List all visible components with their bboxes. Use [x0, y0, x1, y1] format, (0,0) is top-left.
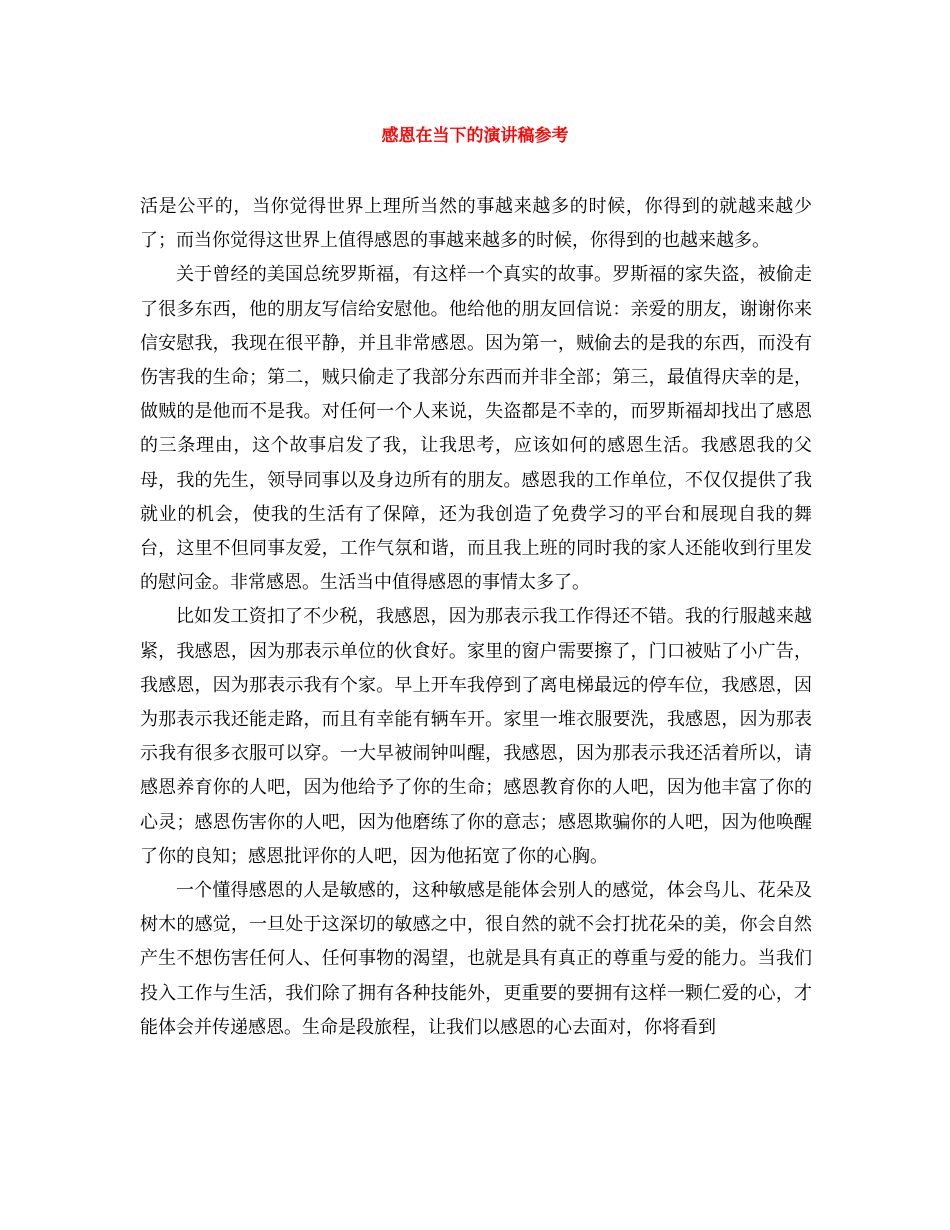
paragraph: 比如发工资扣了不少税，我感恩，因为那表示我工作得还不错。我的行服越来越紧，我感恩，因为那表示单位的伙食好。家里的窗户需要擦了，门口被贴了小广告，我感恩，因为那表示我有个家。早上开车我停到了离电梯最远的停车位，我感恩，因为那表示我还能走路，而且有幸能有辆车开。家里一堆衣服要洗，我感恩，因为那表示我有很多衣服可以穿。一大早被闹钟叫醒，我感恩，因为那表示我还活着所以，请感恩养育你的人吧，因为他给予了你的生命；感恩教育你的人吧，因为他丰富了你的心灵；感恩伤害你的人吧，因为他磨练了你的意志；感恩欺骗你的人吧，因为他唤醒了你的良知；感恩批评你的人吧，因为他拓宽了你的心胸。 — [140, 606, 812, 867]
document-title: 感恩在当下的演讲稿参考 — [381, 126, 569, 146]
paragraph: 一个懂得感恩的人是敏感的，这种敏感是能体会别人的感觉，体会鸟儿、花朵及树木的感觉，一旦处于这深切的敏感之中，很自然的就不会打扰花朵的美，你会自然产生不想伤害任何人、任何事物的渴望，也就是具有真正的尊重与爱的能力。当我们投入工作与生活，我们除了拥有各种技能外，更重要的要拥有这样一颗仁爱的心，才能体会并传递感恩。生命是段旅程，让我们以感恩的心去面对，你将看到 — [140, 880, 812, 1038]
paragraph: 关于曾经的美国总统罗斯福，有这样一个真实的故事。罗斯福的家失盗，被偷走了很多东西，他的朋友写信给安慰他。他给他的朋友回信说：亲爱的朋友，谢谢你来信安慰我，我现在很平静，并且非常感恩。因为第一，贼偷去的是我的东西，而没有伤害我的生命；第二，贼只偷走了我部分东西而并非全部；第三，最值得庆幸的是，做贼的是他而不是我。对任何一个人来说，失盗都是不幸的，而罗斯福却找出了感恩的三条理由，这个故事启发了我，让我思考，应该如何的感恩生活。我感恩我的父母，我的先生，领导同事以及身边所有的朋友。感恩我的工作单位，不仅仅提供了我就业的机会，使我的生活有了保障，还为我创造了免费学习的平台和展现自我的舞台，这里不但同事友爱，工作气氛和谐，而且我上班的同时我的家人还能收到行里发的慰问金。非常感恩。生活当中值得感恩的事情太多了。 — [140, 264, 812, 594]
document-body — [140, 190, 812, 1045]
paragraph: 活是公平的，当你觉得世界上理所当然的事越来越多的时候，你得到的就越来越少了；而当你觉得这世界上值得感恩的事越来越多的时候，你得到的也越来越多。 — [140, 196, 812, 252]
